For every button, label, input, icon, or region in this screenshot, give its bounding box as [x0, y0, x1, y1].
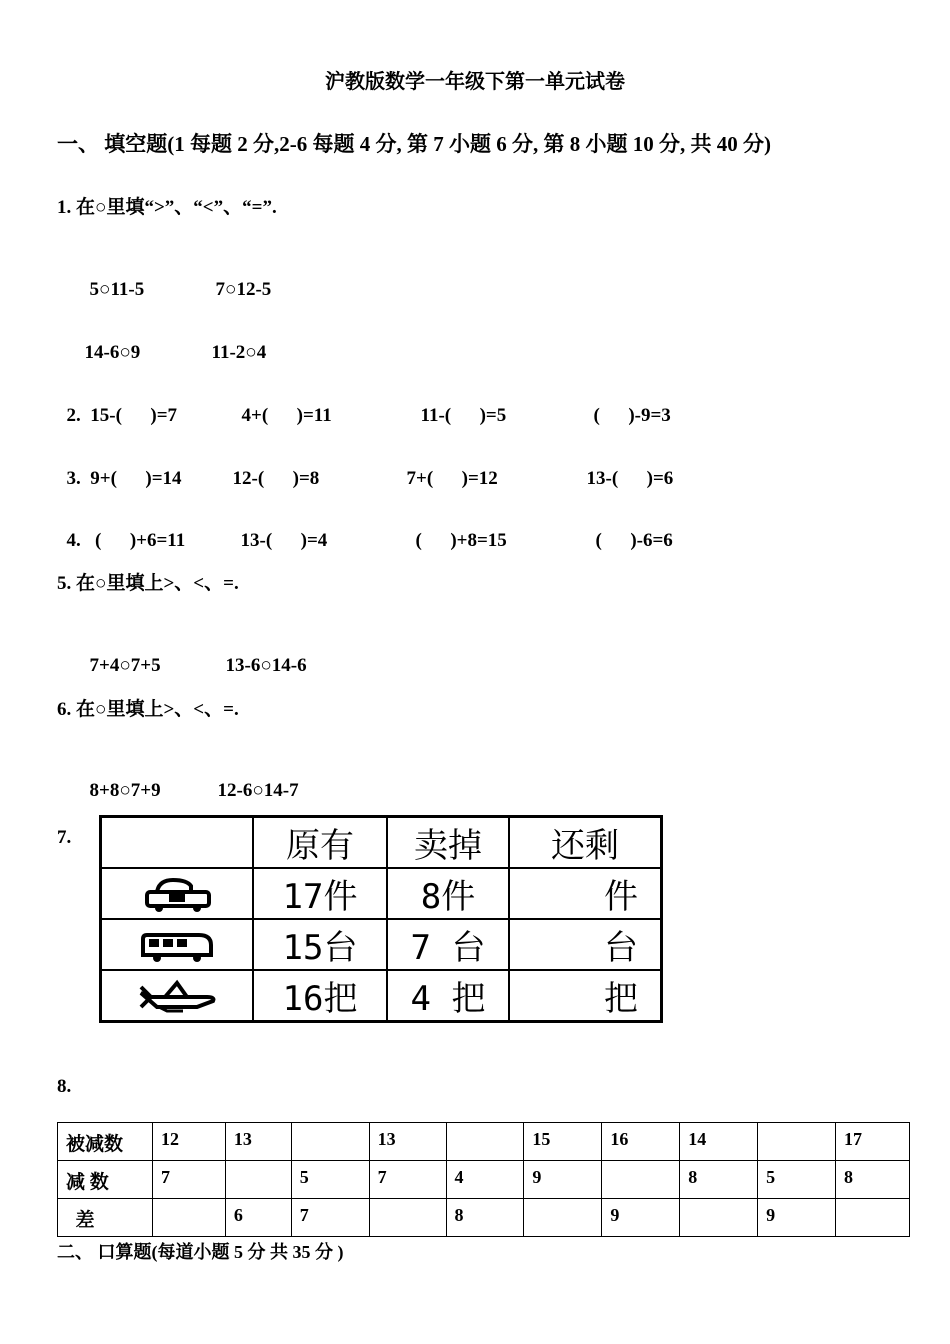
q7-header-row [101, 817, 662, 869]
q7-row [101, 970, 662, 1022]
section-2-heading: 二、 口算题(每道小题 5 分 共 35 分 ) [57, 1242, 344, 1262]
q8-row-header: 差 [58, 1199, 153, 1237]
q5-item: 7+4○7+5 [89, 655, 161, 676]
bus-icon [139, 927, 215, 963]
q8-cell[interactable]: 12 [152, 1123, 225, 1161]
q3-item: 7+( )=12 [406, 468, 498, 489]
q8-cell[interactable] [369, 1199, 446, 1237]
q6-row [80, 762, 299, 800]
q2-item: ( )-9=3 [593, 405, 671, 426]
q8-cell[interactable]: 8 [446, 1199, 524, 1237]
q7-cell: 7 台 [387, 919, 509, 970]
q8-row [58, 1161, 910, 1199]
q2-item: 4+( )=11 [241, 405, 332, 426]
q8-cell[interactable]: 4 [446, 1161, 524, 1199]
section-1-heading: 一、 填空题(1 每题 2 分,2-6 每题 4 分, 第 7 小题 6 分, 第 8 小题 10 分, 共 40 分) [57, 132, 771, 156]
q7-cell: 4 把 [387, 970, 509, 1022]
q1-prompt: 1. 在○里填“>”、“<”、“=”. [57, 197, 277, 218]
q1-item: 11-2○4 [211, 342, 267, 363]
q8-cell[interactable]: 9 [602, 1199, 680, 1237]
q8-cell[interactable] [602, 1161, 680, 1199]
q7-icon-cell [101, 919, 254, 970]
q4-item: 13-( )=4 [240, 530, 328, 551]
q8-cell[interactable]: 14 [680, 1123, 758, 1161]
q3-item: 3. 9+( )=14 [66, 468, 182, 489]
q7-cell: 16把 [253, 970, 387, 1022]
q8-cell[interactable] [225, 1161, 291, 1199]
q7-cell: 台 [509, 919, 662, 970]
q8-row-header: 被减数 [58, 1123, 153, 1161]
q1-item: 5○11-5 [89, 279, 145, 300]
airplane-icon [137, 979, 217, 1013]
q8-cell[interactable] [291, 1123, 369, 1161]
q7-cell: 15台 [253, 919, 387, 970]
q8-label: 8. [57, 1076, 72, 1097]
q5-prompt: 5. 在○里填上>、<、=. [57, 573, 239, 594]
q3-item: 12-( )=8 [232, 468, 320, 489]
q8-cell[interactable]: 6 [225, 1199, 291, 1237]
q8-row [58, 1123, 910, 1161]
page-title: 沪教版数学一年级下第一单元试卷 [325, 71, 625, 93]
q7-icon-cell [101, 868, 254, 919]
q7-header-cell: 原有 [253, 817, 387, 869]
q4-item: 4. ( )+6=11 [66, 530, 186, 551]
q8-cell[interactable]: 5 [291, 1161, 369, 1199]
q8-cell[interactable]: 5 [758, 1161, 836, 1199]
q7-icon-cell [101, 970, 254, 1022]
q8-cell[interactable]: 13 [369, 1123, 446, 1161]
q2-row [57, 387, 671, 425]
q6-prompt: 6. 在○里填上>、<、=. [57, 699, 239, 720]
q8-cell[interactable] [446, 1123, 524, 1161]
q3-item: 13-( )=6 [586, 468, 674, 489]
q6-item: 8+8○7+9 [89, 780, 161, 801]
q8-cell[interactable] [524, 1199, 602, 1237]
q7-label: 7. [57, 827, 72, 848]
q8-cell[interactable]: 7 [291, 1199, 369, 1237]
q1-row-2 [75, 324, 266, 362]
q5-item: 13-6○14-6 [225, 655, 307, 676]
q8-cell[interactable]: 13 [225, 1123, 291, 1161]
q8-row [58, 1199, 910, 1237]
q1-item: 7○12-5 [215, 279, 272, 300]
q7-header-cell [101, 817, 254, 869]
q7-cell: 17件 [253, 868, 387, 919]
q7-cell: 把 [509, 970, 662, 1022]
q8-cell[interactable] [835, 1199, 909, 1237]
q8-cell[interactable] [758, 1123, 836, 1161]
q6-item: 12-6○14-7 [217, 780, 299, 801]
q4-row [57, 512, 673, 550]
q7-header-cell: 卖掉 [387, 817, 509, 869]
q3-row [57, 450, 673, 488]
q8-cell[interactable]: 8 [835, 1161, 909, 1199]
q7-row [101, 868, 662, 919]
q1-item: 14-6○9 [84, 342, 141, 363]
q8-cell[interactable]: 17 [835, 1123, 909, 1161]
q8-cell[interactable]: 9 [758, 1199, 836, 1237]
q8-cell[interactable]: 16 [602, 1123, 680, 1161]
q8-cell[interactable] [152, 1199, 225, 1237]
q2-item: 11-( )=5 [420, 405, 507, 426]
q7-row [101, 919, 662, 970]
q8-cell[interactable]: 7 [152, 1161, 225, 1199]
q7-header-cell: 还剩 [509, 817, 662, 869]
q7-cell: 件 [509, 868, 662, 919]
q8-cell[interactable]: 9 [524, 1161, 602, 1199]
q8-cell[interactable]: 15 [524, 1123, 602, 1161]
q8-cell[interactable]: 7 [369, 1161, 446, 1199]
q7-table [99, 815, 663, 1023]
q4-item: ( )-6=6 [595, 530, 673, 551]
q8-cell[interactable]: 8 [680, 1161, 758, 1199]
q8-row-header: 减 数 [58, 1161, 153, 1199]
q7-cell: 8件 [387, 868, 509, 919]
q8-cell[interactable] [680, 1199, 758, 1237]
q4-item: ( )+8=15 [415, 530, 507, 551]
q5-row [80, 637, 307, 675]
q2-item: 2. 15-( )=7 [66, 405, 178, 426]
car-icon [143, 876, 211, 912]
q1-row-1 [80, 261, 271, 299]
q8-table [57, 1122, 910, 1237]
